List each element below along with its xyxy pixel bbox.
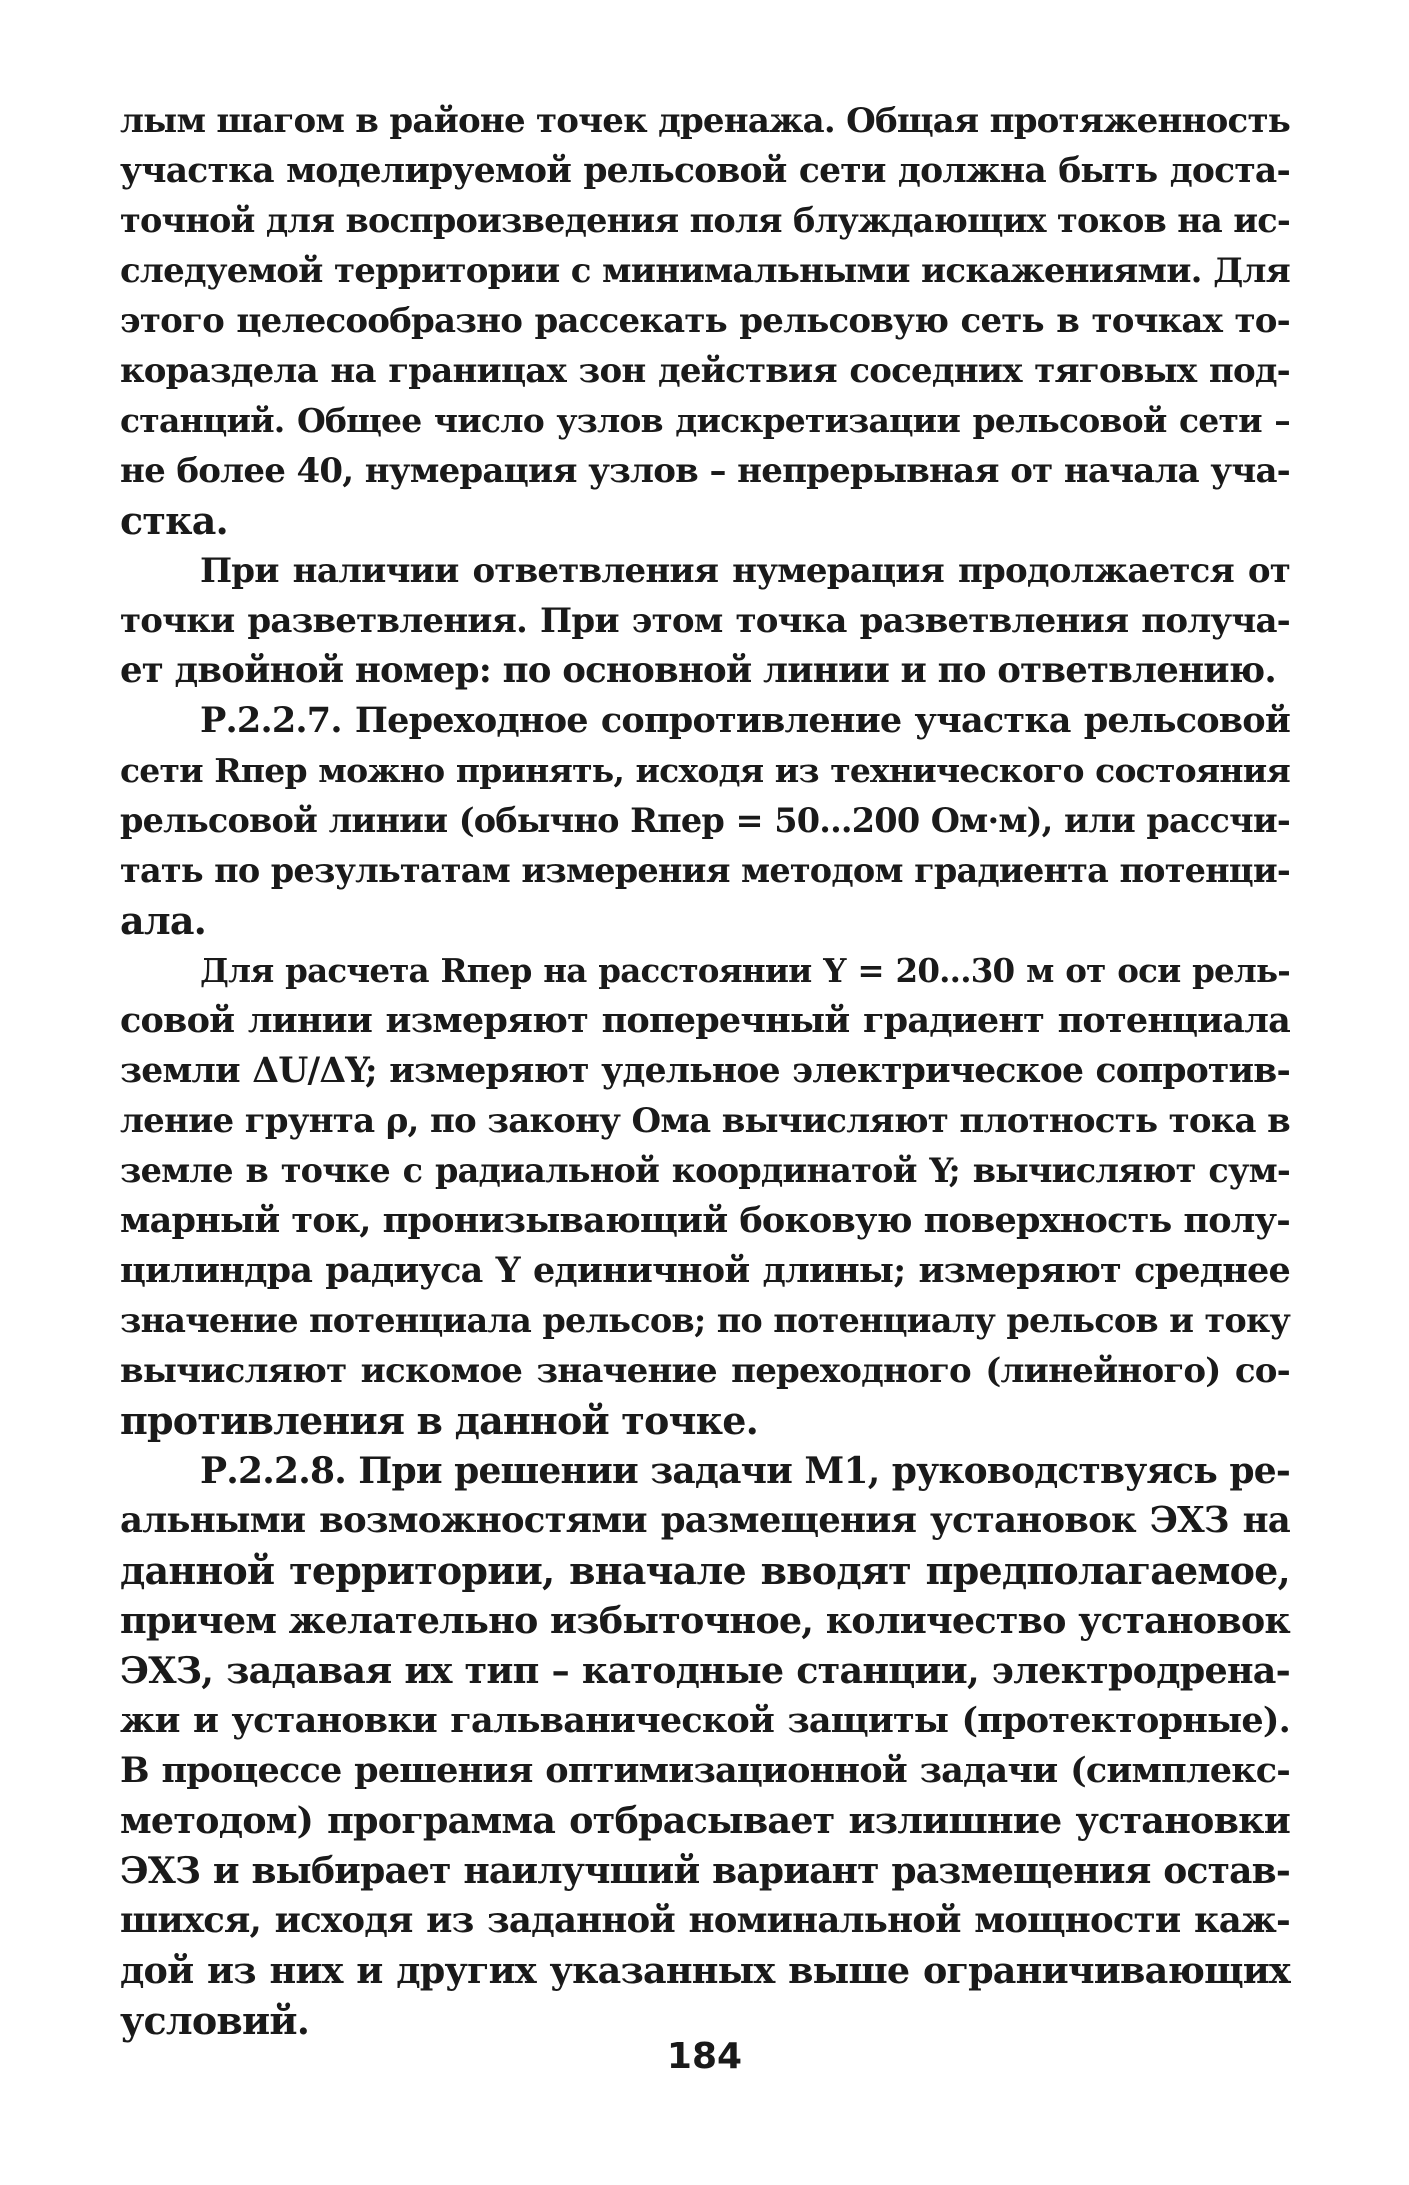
text-line: противления в данной точке. — [120, 1398, 759, 1443]
text-line: причем желательно избыточное, количество установок — [120, 1599, 1290, 1642]
text-line: ЭХЗ и выбирает наилучший вариант размещения остав- — [120, 1850, 1290, 1892]
text-line: значение потенциала рельсов; по потенциалу рельсов и току — [120, 1301, 1290, 1340]
text-line: точной для воспроизведения поля блуждающих токов на ис- — [120, 201, 1290, 240]
text-line: тать по результатам измерения методом градиента потенци- — [120, 851, 1290, 890]
text-line: данной территории, вначале вводят предполагаемое, — [120, 1548, 1290, 1593]
text-line: стка. — [120, 498, 228, 543]
text-line: рельсовой линии (обычно Rпер = 50...200 Ом·м), или рассчи- — [120, 801, 1290, 840]
text-line: Р.2.2.7. Переходное сопротивление участка рельсовой — [200, 700, 1290, 741]
text-line: лым шагом в районе точек дренажа. Общая протяженность — [120, 101, 1290, 141]
text-line: сети Rпер можно принять, исходя из технического состояния — [120, 751, 1290, 790]
text-line: ЭХЗ, задавая их тип – катодные станции, электродрена- — [120, 1649, 1290, 1692]
text-line: земле в точке с радиальной координатой Y; вычисляют сум- — [120, 1151, 1290, 1190]
text-line: участка моделируемой рельсовой сети должна быть доста- — [120, 151, 1290, 191]
text-line: следуемой территории с минимальными искажениями. Для — [120, 251, 1290, 291]
text-line: Для расчета Rпер на расстоянии Y = 20...30 м от оси рель- — [200, 951, 1290, 990]
paragraph — [120, 96, 1290, 546]
text-line: точки разветвления. При этом точка разветвления получа- — [120, 601, 1290, 641]
text-line: дой из них и других указанных выше ограничивающих — [120, 1949, 1290, 1992]
paragraph — [120, 946, 1290, 1446]
page-body — [120, 96, 1290, 2046]
text-line: Р.2.2.8. При решении задачи М1, руководствуясь ре- — [200, 1450, 1290, 1492]
text-line: При наличии ответвления нумерация продолжается от — [200, 551, 1290, 591]
text-line: не более 40, нумерация узлов – непрерывная от начала уча- — [120, 451, 1290, 491]
text-line: ление грунта ρ, по закону Ома вычисляют плотность тока в — [120, 1101, 1290, 1141]
text-line: цилиндра радиуса Y единичной длины; измеряют среднее — [120, 1250, 1290, 1291]
text-line: совой линии измеряют поперечный градиент потенциала — [120, 1000, 1290, 1041]
text-line: ет двойной номер: по основной линии и по ответвлению. — [120, 650, 1276, 691]
text-line: вычисляют искомое значение переходного (линейного) со- — [120, 1351, 1290, 1391]
text-line: земли ΔU/ΔY; измеряют удельное электрическое сопротив- — [120, 1051, 1290, 1091]
text-line: условий. — [120, 1998, 310, 2043]
text-line: кораздела на границах зон действия соседних тяговых под- — [120, 351, 1290, 391]
page-number: 184 — [666, 2036, 743, 2077]
text-line: ала. — [120, 898, 207, 943]
paragraph — [120, 546, 1290, 696]
text-line: этого целесообразно рассекать рельсовую сеть в точках то- — [120, 301, 1290, 341]
text-line: шихся, исходя из заданной номинальной мощности каж- — [120, 1900, 1290, 1941]
text-line: В процессе решения оптимизационной задачи (симплекс- — [120, 1750, 1290, 1791]
text-line: альными возможностями размещения установок ЭХЗ на — [120, 1500, 1290, 1541]
text-line: станций. Общее число узлов дискретизации рельсовой сети – — [120, 401, 1290, 440]
text-line: методом) программа отбрасывает излишние установки — [120, 1799, 1290, 1842]
paragraph — [120, 696, 1290, 946]
paragraph — [120, 1446, 1290, 2046]
text-line: марный ток, пронизывающий боковую поверхность полу- — [120, 1200, 1290, 1241]
text-line: жи и установки гальванической защиты (протекторные). — [120, 1700, 1290, 1741]
